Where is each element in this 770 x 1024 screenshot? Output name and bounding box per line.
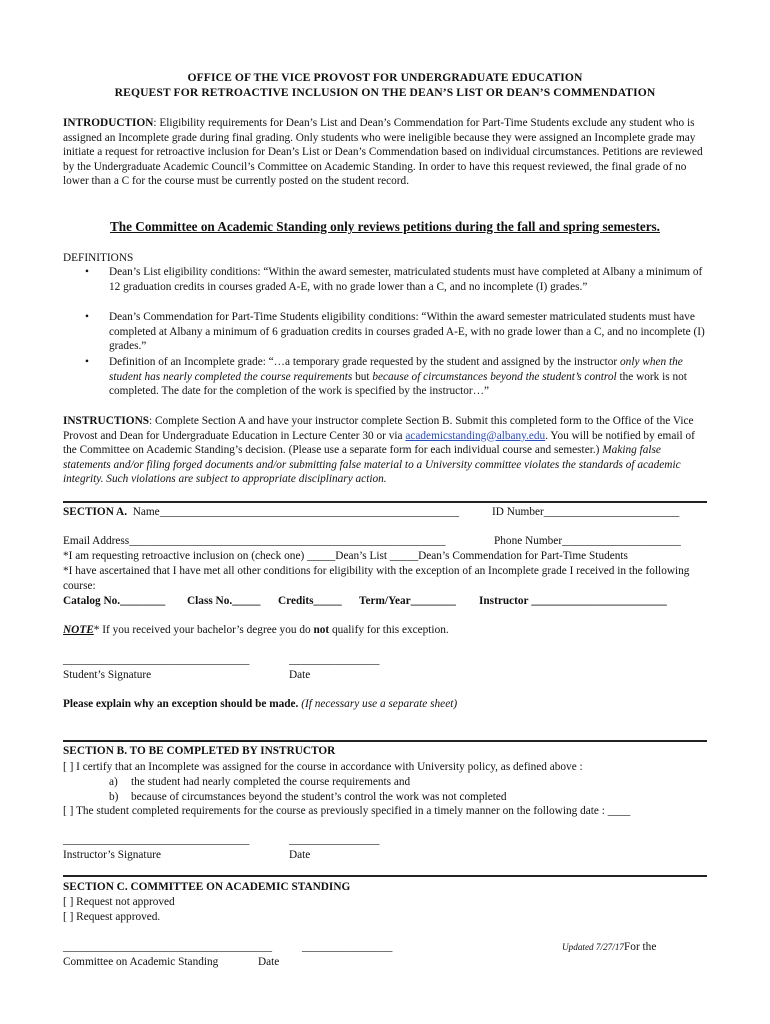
explain-hint: (If necessary use a separate sheet) (301, 698, 458, 710)
introduction-text: : Eligibility requirements for Dean’s List and Dean’s Commendation for Part-Time Students exclude any student who is assigned an Incomplete grade during final grading. Only students who were ineligible because they were assigned an Incomplete grade may initiate a request for retroactive inclusion for Dean’s List or Dean’s Commendation based on individual circumstances. Petitions are reviewed by the Undergraduate Academic Council’s Committee on Academic Standing. In order to have this request reviewed, the final grade of no lower than a C for the course must be currently posted on the student record. (63, 117, 703, 188)
definitions-heading: DEFINITIONS (63, 252, 134, 264)
divider (63, 875, 707, 877)
instructor-date-field[interactable]: ________________ (289, 834, 380, 846)
name-label: Name (132, 506, 160, 518)
criterion-b-text: because of circumstances beyond the student’s control the work was not completed (131, 791, 507, 803)
definition-deans-list: Dean’s List eligibility conditions: “Within the award semester, matriculated students must have completed at Albany a minimum of 12 graduation credits in courses graded A-E, with no grade lower than a C, and no incomplete (I) grades.” (109, 266, 703, 293)
section-a-label: SECTION A. (63, 506, 128, 518)
email-field[interactable]: ________________________________________________________ (129, 535, 446, 547)
ascertain-statement: *I have ascertained that I have met all other conditions for eligibility with the exception of an Incomplete grade I received in the following course: (63, 565, 690, 592)
criterion-a-marker: a) (109, 776, 118, 788)
catalog-field[interactable]: Catalog No.________ (63, 595, 166, 607)
integrity-warning: Making false statements and/or filing forged documents and/or submitting false material to a University committee violates the standards of academic integrity. Such violations are subject to appropriate disciplinary action. (63, 444, 681, 486)
definition-incomplete-text: Definition of an Incomplete grade: “…a temporary grade requested by the student and assigned by the instructor (109, 356, 621, 368)
definition-incomplete-text: but (352, 370, 373, 383)
definition-incomplete-emphasis: only when the student has nearly completed the course requirements (109, 356, 683, 383)
instructions-paragraph (63, 414, 711, 487)
explain-prompt (63, 697, 457, 712)
definition-deans-commendation: Dean’s Commendation for Part-Time Students eligibility conditions: “Within the award semester matriculated students must have completed at Albany a minimum of 6 graduation credits in courses graded A-E, with no grade lower than a C, and no incomplete (I) grades.” (109, 311, 705, 353)
review-notice: The Committee on Academic Standing only reviews petitions during the fall and spring semesters. (110, 219, 660, 234)
form-subtitle: REQUEST FOR RETROACTIVE INCLUSION ON THE DEAN’S LIST OR DEAN’S COMMENDATION (114, 86, 656, 99)
revision-note (562, 940, 656, 955)
divider (63, 740, 707, 742)
instructor-signature-label: Instructor’s Signature (63, 849, 161, 861)
section-c-heading: SECTION C. COMMITTEE ON ACADEMIC STANDING (63, 881, 351, 893)
note-emphasis: not (313, 624, 330, 636)
name-field[interactable]: _____________________________________________________ (159, 506, 460, 518)
class-field[interactable]: Class No._____ (187, 595, 261, 607)
section-b-heading: SECTION B. TO BE COMPLETED BY INSTRUCTOR (63, 745, 336, 757)
student-date-label: Date (289, 669, 311, 681)
criterion-a-text: the student had nearly completed the course requirements and (131, 776, 411, 788)
term-field[interactable]: Term/Year________ (359, 595, 456, 607)
bullet-icon: • (85, 311, 89, 323)
introduction-paragraph (63, 116, 711, 189)
instructions-label: INSTRUCTIONS (63, 415, 150, 427)
phone-field[interactable]: _____________________ (562, 535, 681, 547)
committee-date-field[interactable]: ________________ (302, 941, 393, 953)
for-the-text: For the (624, 941, 657, 953)
instructions-text-2: . You will be notified by email of the Committee on Academic Standing’s decision. (Please use a separate form for each individual course and semester.) (63, 429, 695, 457)
updated-date: Updated 7/27/17 (562, 942, 625, 952)
form-title: OFFICE OF THE VICE PROVOST FOR UNDERGRADUATE EDUCATION (187, 71, 583, 84)
committee-signature-label: Committee on Academic Standing (63, 956, 219, 968)
instructor-date-label: Date (289, 849, 311, 861)
instructor-signature-field[interactable]: _________________________________ (63, 834, 250, 846)
student-signature-field[interactable]: _________________________________ (63, 654, 250, 666)
credits-field[interactable]: Credits_____ (278, 595, 342, 607)
note-text: qualify for this exception. (329, 624, 449, 636)
email-label: Email Address (63, 535, 130, 547)
instructor-field[interactable]: Instructor ________________________ (479, 595, 667, 607)
note-label: NOTE (63, 624, 94, 636)
definition-incomplete-emphasis: because of circumstances beyond the student’s control (372, 370, 617, 383)
note-text: * If you received your bachelor’s degree you do (93, 624, 314, 636)
divider (63, 501, 707, 503)
completion-date-checkbox[interactable]: [ ] The student completed requirements for the course as previously specified in a timely manner on the following date : ____ (63, 805, 631, 817)
bullet-icon: • (85, 266, 89, 278)
incomplete-certification-checkbox[interactable]: [ ] I certify that an Incomplete was assigned for the course in accordance with University policy, as defined above : (63, 761, 583, 773)
award-check-line[interactable]: *I am requesting retroactive inclusion on (check one) _____Dean’s List _____Dean’s Commendation for Part-Time Students (63, 550, 628, 562)
bullet-icon: • (85, 356, 89, 368)
explain-label: Please explain why an exception should be made. (63, 698, 299, 710)
id-label: ID Number (492, 506, 544, 518)
id-row (492, 505, 679, 520)
committee-date-label: Date (258, 956, 280, 968)
phone-label: Phone Number (494, 535, 563, 547)
student-date-field[interactable]: ________________ (289, 654, 380, 666)
email-link[interactable]: academicstanding@albany.edu (405, 429, 546, 442)
email-row (63, 534, 446, 549)
section-a-name-row (63, 505, 459, 520)
definition-incomplete-text: the work is not completed. The date for the completion of the work is specified by the instructor…” (109, 370, 687, 398)
definition-incomplete (109, 355, 709, 399)
introduction-label: INTRODUCTION (63, 117, 154, 129)
committee-signature-field[interactable]: _____________________________________ (63, 941, 272, 953)
approved-checkbox[interactable]: [ ] Request approved. (63, 911, 161, 923)
criterion-b-marker: b) (109, 791, 119, 803)
not-approved-checkbox[interactable]: [ ] Request not approved (63, 896, 175, 908)
instructions-text: : Complete Section A and have your instructor complete Section B. Submit this completed form to the Office of the Vice Provost and Dean for Undergraduate Education in Lecture Center 30 or via (63, 415, 694, 442)
note-line (63, 623, 449, 638)
student-signature-label: Student’s Signature (63, 669, 152, 681)
id-field[interactable]: ________________________ (543, 506, 680, 518)
phone-row (494, 534, 681, 549)
